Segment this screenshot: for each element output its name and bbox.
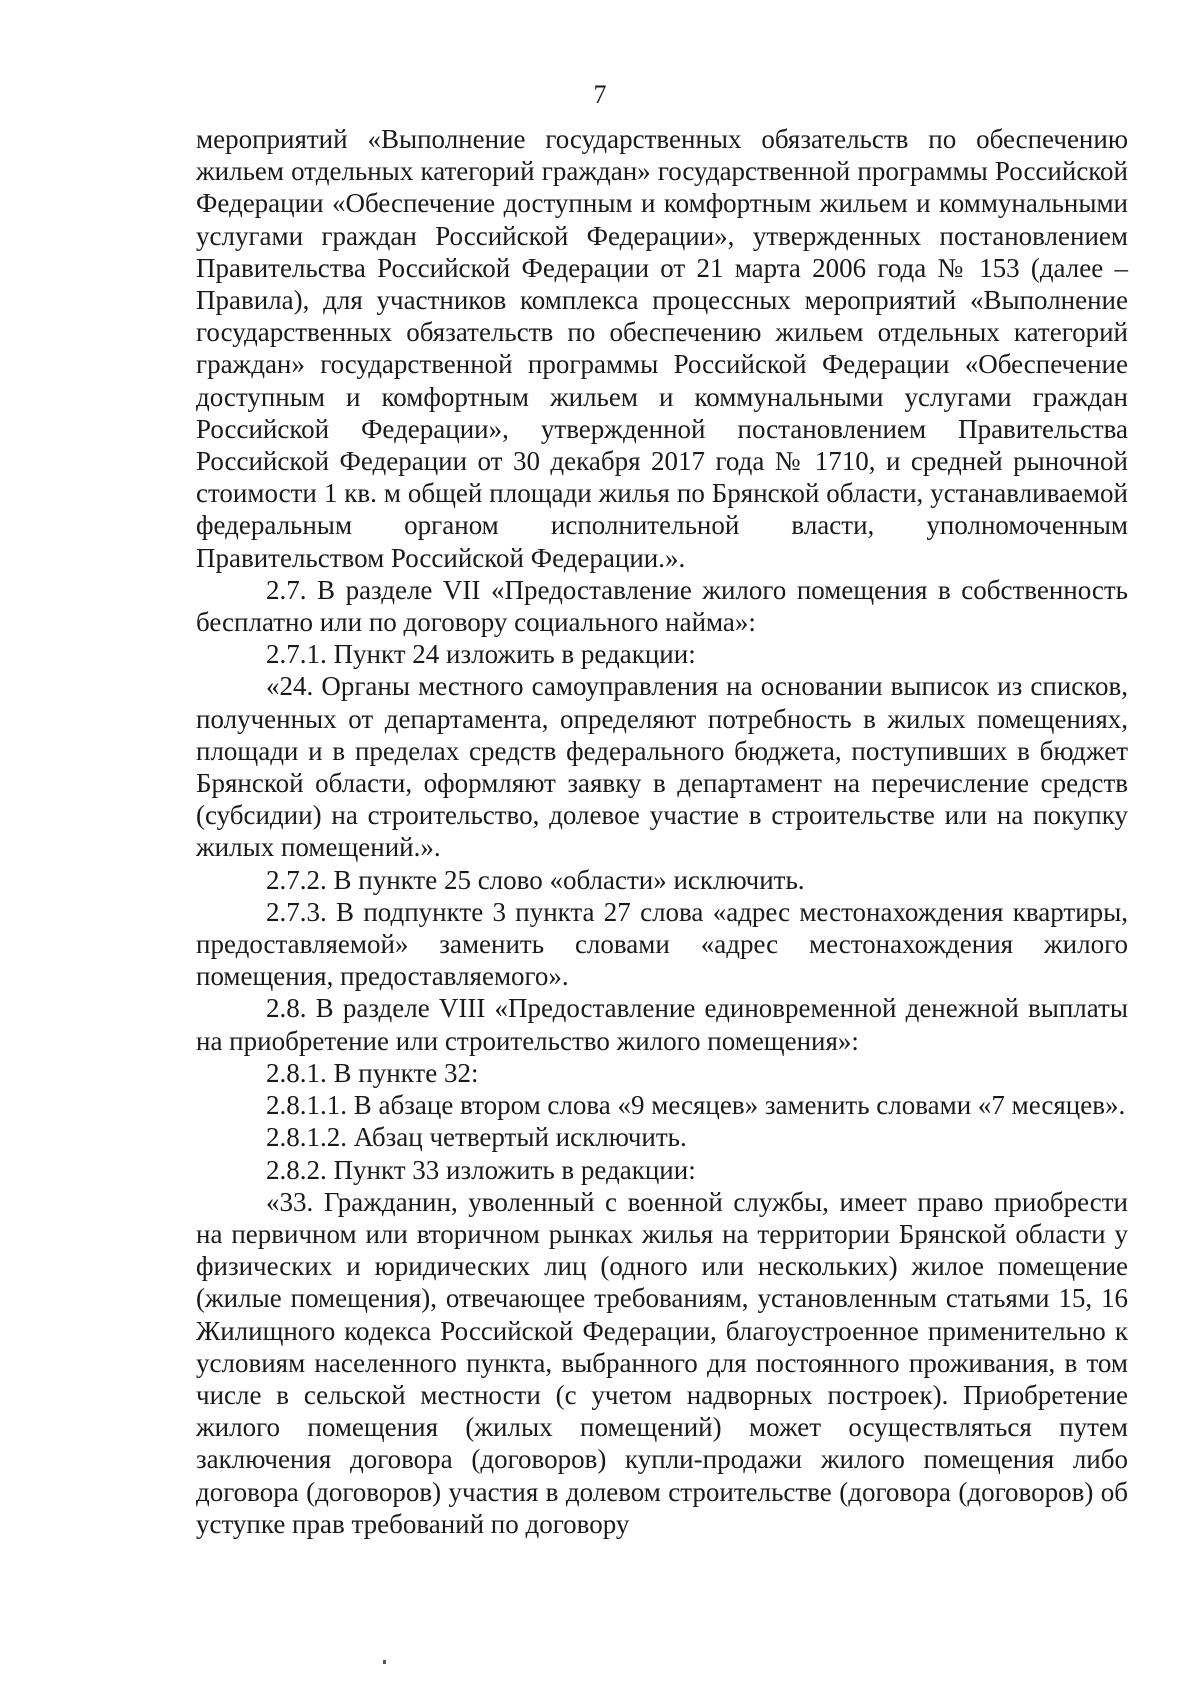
paragraph: 2.7. В разделе VII «Предоставление жилого помещения в собственность бесплатно или по договору социального найма»: [196,574,1128,638]
paragraph: 2.7.1. Пункт 24 изложить в редакции: [266,639,696,670]
paragraph: мероприятий «Выполнение государственных обязательств по обеспечению жильем отдельных категорий граждан» государственной программы Российской Федерации «Обеспечение доступным и комфортным жильем и коммунальными услугами граждан Российской Федерации», утвержденных постановлением Правительства Российской Федерации от 21 марта 2006 года № 153 (далее – Правила), для участников комплекса процессных мероприятий «Выполнение государственных обязательств по обеспечению жильем отдельных категорий граждан» государственной программы Российской Федерации «Обеспечение доступным и комфортным жильем и коммунальными услугами граждан Российской Федерации», утвержденной постановлением Правительства Российской Федерации от 30 декабря 2017 года № 1710, и средней рыночной стоимости 1 кв. м общей площади жилья по Брянской области, устанавливаемой федеральным органом исполнительной власти, уполномоченным Правительством Российской Федерации.». [196,124,1128,573]
page-number: 7 [593,80,607,109]
document-body [196,123,1128,1540]
paragraph: 2.8.1. В пункте 32: [266,1057,479,1088]
paragraph: 2.8. В разделе VIII «Предоставление единовременной денежной выплаты на приобретение или строительство жилого помещения»: [196,993,1128,1056]
paragraph: 2.7.2. В пункте 25 слово «области» исключить. [266,864,805,895]
paragraph: 2.8.1.1. В абзаце втором слова «9 месяцев» заменить словами «7 месяцев». [266,1090,1126,1121]
scan-speck [383,1660,386,1664]
paragraph: 2.7.3. В подпункте 3 пункта 27 слова «адрес местонахождения квартиры, предоставляемой» заменить словами «адрес местонахождения жилого помещения, предоставляемого». [196,896,1128,992]
paragraph: «33. Гражданин, уволенный с военной службы, имеет право приобрести на первичном или вторичном рынках жилья на территории Брянской области у физических и юридических лиц (одного или нескольких) жилое помещение (жилые помещения), отвечающее требованиям, установленным статьями 15, 16 Жилищного кодекса Российской Федерации, благоустроенное применительно к условиям населенного пункта, выбранного для постоянного проживания, в том числе в сельской местности (с учетом надворных построек). Приобретение жилого помещения (жилых помещений) может осуществляться путем заключения договора (договоров) купли-продажи жилого помещения либо договора (договоров) участия в долевом строительстве (договора (договоров) об уступке прав требований по договору [196,1186,1128,1539]
paragraph: «24. Органы местного самоуправления на основании выписок из списков, полученных от департамента, определяют потребность в жилых помещениях, площади и в пределах средств федерального бюджета, поступивших в бюджет Брянской области, оформляют заявку в департамент на перечисление средств (субсидии) на строительство, долевое участие в строительстве или на покупку жилых помещений.». [196,671,1128,863]
paragraph: 2.8.1.2. Абзац четвертый исключить. [266,1122,687,1153]
paragraph: 2.8.2. Пункт 33 изложить в редакции: [266,1154,696,1185]
